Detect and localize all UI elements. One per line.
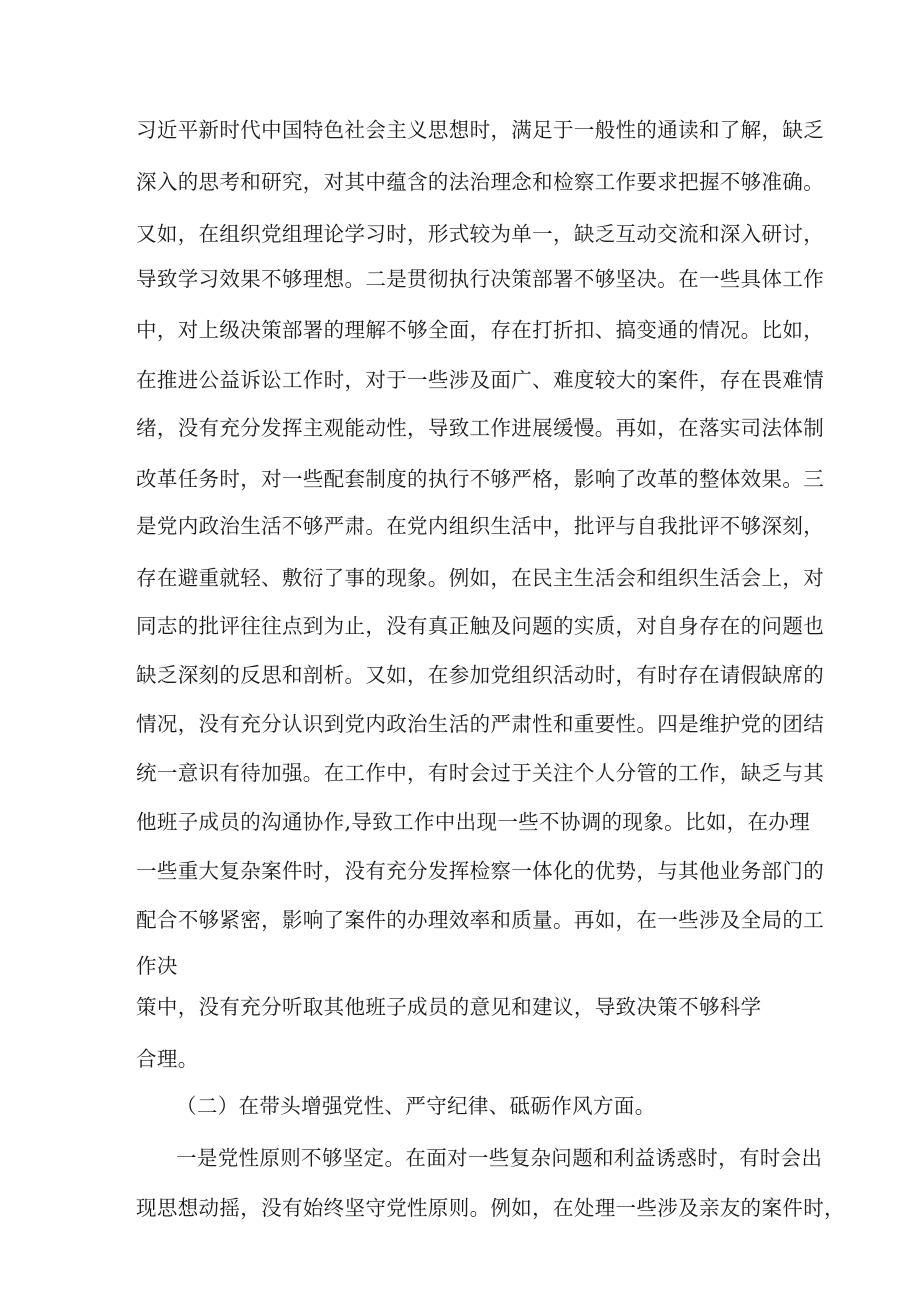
text-line-14: 统一意识有待加强。在工作中，有时会过于关注个人分管的工作，缺乏与其 [136,761,825,785]
section-heading: （二）在带头增强党性、严守纪律、砥砺作风方面。 [176,1094,656,1118]
text-line-19: 策中，没有充分听取其他班子成员的意见和建议，导致决策不够科学 [136,995,762,1019]
text-line-3: 又如，在组织党组理论学习时，形式较为单一，缺乏互动交流和深入研讨， [136,222,825,246]
text-line-17: 配合不够紧密，影响了案件的办理效率和质量。再如，在一些涉及全局的工 [136,908,825,932]
text-line-15: 他班子成员的沟通协作,导致工作中出现一些不协调的现象。比如，在办理 [136,810,811,834]
text-line-18: 作决 [136,954,178,978]
text-line-1: 习近平新时代中国特色社会主义思想时，满足于一般性的通读和了解，缺乏 [136,118,825,142]
text-line-4: 导致学习效果不够理想。二是贯彻执行决策部署不够坚决。在一些具体工作 [136,267,825,291]
text-line-12: 缺乏深刻的反思和剖析。又如，在参加党组织活动时，有时存在请假缺席的 [136,663,825,687]
text-line-21: 一是党性原则不够坚定。在面对一些复杂问题和利益诱惑时，有时会出 [176,1146,823,1170]
text-line-9: 是党内政治生活不够严肃。在党内组织生活中，批评与自我批评不够深刻， [136,514,825,538]
text-line-22: 现思想动摇，没有始终坚守党性原则。例如，在处理一些涉及亲友的案件时， [136,1196,845,1220]
text-line-20: 合理。 [136,1047,199,1071]
text-line-11: 同志的批评往往点到为止，没有真正触及问题的实质，对自身存在的问题也 [136,614,825,638]
text-line-6: 在推进公益诉讼工作时，对于一些涉及面广、难度较大的案件，存在畏难情 [136,368,825,392]
text-line-16: 一些重大复杂案件时，没有充分发挥检察一体化的优势，与其他业务部门的 [136,859,825,883]
text-line-10: 存在避重就轻、敷衍了事的现象。例如，在民主生活会和组织生活会上，对 [136,566,825,590]
text-line-2: 深入的思考和研究，对其中蕴含的法治理念和检察工作要求把握不够准确。 [136,170,825,194]
text-line-13: 情况，没有充分认识到党内政治生活的严肃性和重要性。四是维护党的团结 [136,712,825,736]
text-line-5: 中，对上级决策部署的理解不够全面，存在打折扣、搞变通的情况。比如， [136,318,825,342]
text-line-7: 绪，没有充分发挥主观能动性，导致工作进展缓慢。再如，在落实司法体制 [136,416,825,440]
text-line-8: 改革任务时，对一些配套制度的执行不够严格，影响了改革的整体效果。三 [136,467,825,491]
